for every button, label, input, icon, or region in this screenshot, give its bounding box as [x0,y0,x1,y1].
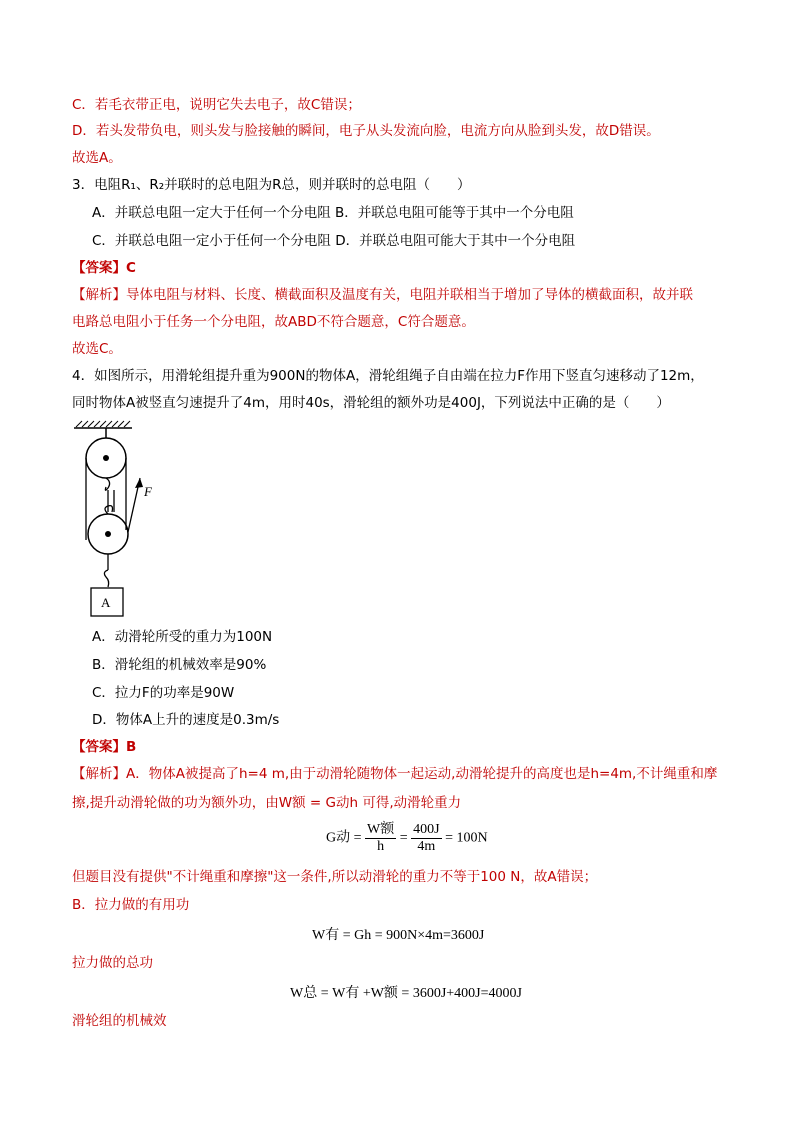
block-label: A [101,595,111,610]
question-4-option-c: C．拉力F的功率是90W [92,685,235,701]
question-4-option-d: D．物体A上升的速度是0.3m/s [92,712,280,728]
explanation-3-line-1: 【解析】导体电阻与材料、长度、横截面积及温度有关，电阻并联相当于增加了导体的横截面积，故并联 [72,287,693,303]
formula-useful-work: W有 = Gh = 900N×4m=3600J [312,928,485,943]
formula-total-work: W总 = W有 +W额 = 3600J+400J=4000J [290,986,522,1001]
explanation-4-line-5: 拉力做的总功 [72,955,153,971]
line-d-option: D．若头发带负电，则头发与脸接触的瞬间，电子从头发流向脸，电流方向从脸到头发，故D错误。 [72,123,660,139]
pulley-figure [66,420,176,620]
question-4-option-b: B．滑轮组的机械效率是90% [92,657,267,673]
explanation-4-line-6: 滑轮组的机械效 [72,1013,167,1029]
question-4-line-1: 4．如图所示，用滑轮组提升重为900N的物体A，滑轮组绳子自由端在拉力F作用下竖直匀速移动了12m， [72,368,704,384]
question-3-options-ab: A．并联总电阻一定大于任何一个分电阻 B．并联总电阻可能等于其中一个分电阻 [92,205,574,221]
answer-4: 【答案】B [72,739,137,755]
answer-3: 【答案】C [72,260,136,276]
explanation-4-line-4: B．拉力做的有用功 [72,897,190,913]
formula-gravity: G动 = $\frac{\text{W额}}{h}$ = $\frac{400J}{4m}$ = 100N [326,822,488,854]
explanation-4-line-1: 【解析】A．物体A被提高了h=4 m,由于动滑轮随物体一起运动,动滑轮提升的高度也是h=4m,不计绳重和摩 [72,766,718,782]
force-label: F [144,484,152,499]
question-3-options-cd: C．并联总电阻一定小于任何一个分电阻 D．并联总电阻可能大于其中一个分电阻 [92,233,576,249]
explanation-4-line-2: 擦,提升动滑轮做的功为额外功，由W额 = G动h 可得,动滑轮重力 [72,795,462,811]
explanation-4-line-3: 但题目没有提供"不计绳重和摩擦"这一条件,所以动滑轮的重力不等于100 N，故A错误； [72,869,598,885]
question-4-option-a: A．动滑轮所受的重力为100N [92,629,273,645]
line-choose-c: 故选C。 [72,341,122,357]
line-choose-a: 故选A。 [72,150,122,166]
question-4-line-2: 同时物体A被竖直匀速提升了4m，用时40s，滑轮组的额外功是400J，下列说法中正确的是（ ） [72,395,670,411]
question-3: 3．电阻R₁、R₂并联时的总电阻为R总，则并联时的总电阻（ ） [72,177,471,193]
explanation-3-line-2: 电路总电阻小于任务一个分电阻，故ABD不符合题意，C符合题意。 [72,314,475,330]
line-c-option: C．若毛衣带正电，说明它失去电子，故C错误； [72,97,361,113]
